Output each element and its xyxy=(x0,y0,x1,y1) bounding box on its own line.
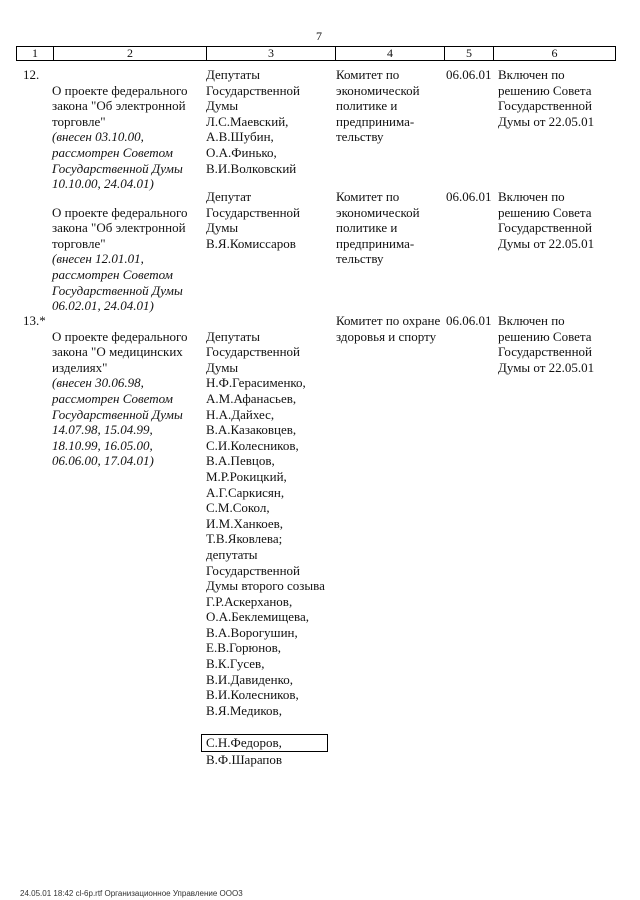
bill-title: О проекте федерального закона "Об электронной торговле" xyxy=(52,82,188,129)
bill-submission-note: (внесен 12.01.01, рассмотрен Советом Государственной Думы 06.02.01, 24.04.01) xyxy=(52,251,183,314)
header-col-2: 2 xyxy=(127,46,133,60)
bill-description xyxy=(52,67,202,192)
responsible-committee: Комитет по экономической политике и предпринима-тельству xyxy=(336,189,420,267)
table-row xyxy=(0,67,640,192)
header-col-1: 1 xyxy=(32,46,38,60)
consideration-date: 06.06.01 xyxy=(446,313,492,328)
bill-authors xyxy=(206,313,334,783)
inclusion-status: Включен по решению Совета Государственной Думы от 22.05.01 xyxy=(498,189,595,251)
bill-authors: Депутаты Государственной Думы Л.С.Маевский, А.В.Шубин, О.А.Финько, В.И.Волковский xyxy=(206,67,301,176)
highlighted-author: С.Н.Федоров, xyxy=(201,734,328,752)
bill-title: О проекте федерального закона "О медицинских изделиях" xyxy=(52,328,188,375)
inclusion-status: Включен по решению Совета Государственной Думы от 22.05.01 xyxy=(498,313,595,375)
bill-title: О проекте федерального закона "Об электронной торговле" xyxy=(52,204,188,251)
responsible-committee: Комитет по охране здоровья и спорту xyxy=(336,313,441,344)
bill-submission-note: (внесен 30.06.98, рассмотрен Советом Государственной Думы 14.07.98, 15.04.99, 18.10.99, 16.05.00, 06.06.00, 17.04.01) xyxy=(52,375,183,469)
bill-description xyxy=(52,313,202,469)
bill-authors: Депутат Государственной Думы В.Я.Комиссаров xyxy=(206,189,301,251)
table-row xyxy=(0,189,640,313)
inclusion-status: Включен по решению Совета Государственной Думы от 22.05.01 xyxy=(498,67,595,129)
table-header xyxy=(16,46,616,61)
document-footer: 24.05.01 18:42 cl-6p.rtf Организационное Управление ООО3 xyxy=(20,889,243,898)
last-author: В.Ф.Шарапов xyxy=(206,751,283,767)
table-row xyxy=(0,313,640,767)
bill-table xyxy=(0,67,640,767)
consideration-date: 06.06.01 xyxy=(446,189,492,204)
header-col-5: 5 xyxy=(466,46,472,60)
bill-submission-note: (внесен 03.10.00, рассмотрен Советом Государственной Думы 10.10.00, 24.04.01) xyxy=(52,129,183,192)
bill-description xyxy=(52,189,202,314)
header-col-3: 3 xyxy=(268,46,274,60)
row-number: 13.* xyxy=(23,313,46,328)
header-col-4: 4 xyxy=(387,46,393,60)
responsible-committee: Комитет по экономической политике и предпринима-тельству xyxy=(336,67,420,145)
row-number: 12. xyxy=(23,67,40,82)
authors-list: Депутаты Государственной Думы Н.Ф.Герасименко, А.М.Афанасьев, Н.А.Дайхес, В.А.Казаковцев, С.И.Колесников, В.А.Певцов, М.Р.Рокицкий, А.Г.Саркисян, С.М.Сокол, И.М.Ханкоев, Т.В.Яковлева; депутаты Государственной Думы второго созыва Г.Р.Аскерханов, О.А.Беклемищева, В.А.Ворогушин, Е.В.Горюнов, В.К.Гусев, В.И.Давиденко, В.И.Колесников, В.Я.Медиков, xyxy=(206,328,325,718)
page-number: 7 xyxy=(316,29,322,43)
consideration-date: 06.06.01 xyxy=(446,67,492,82)
header-col-6: 6 xyxy=(551,46,558,60)
